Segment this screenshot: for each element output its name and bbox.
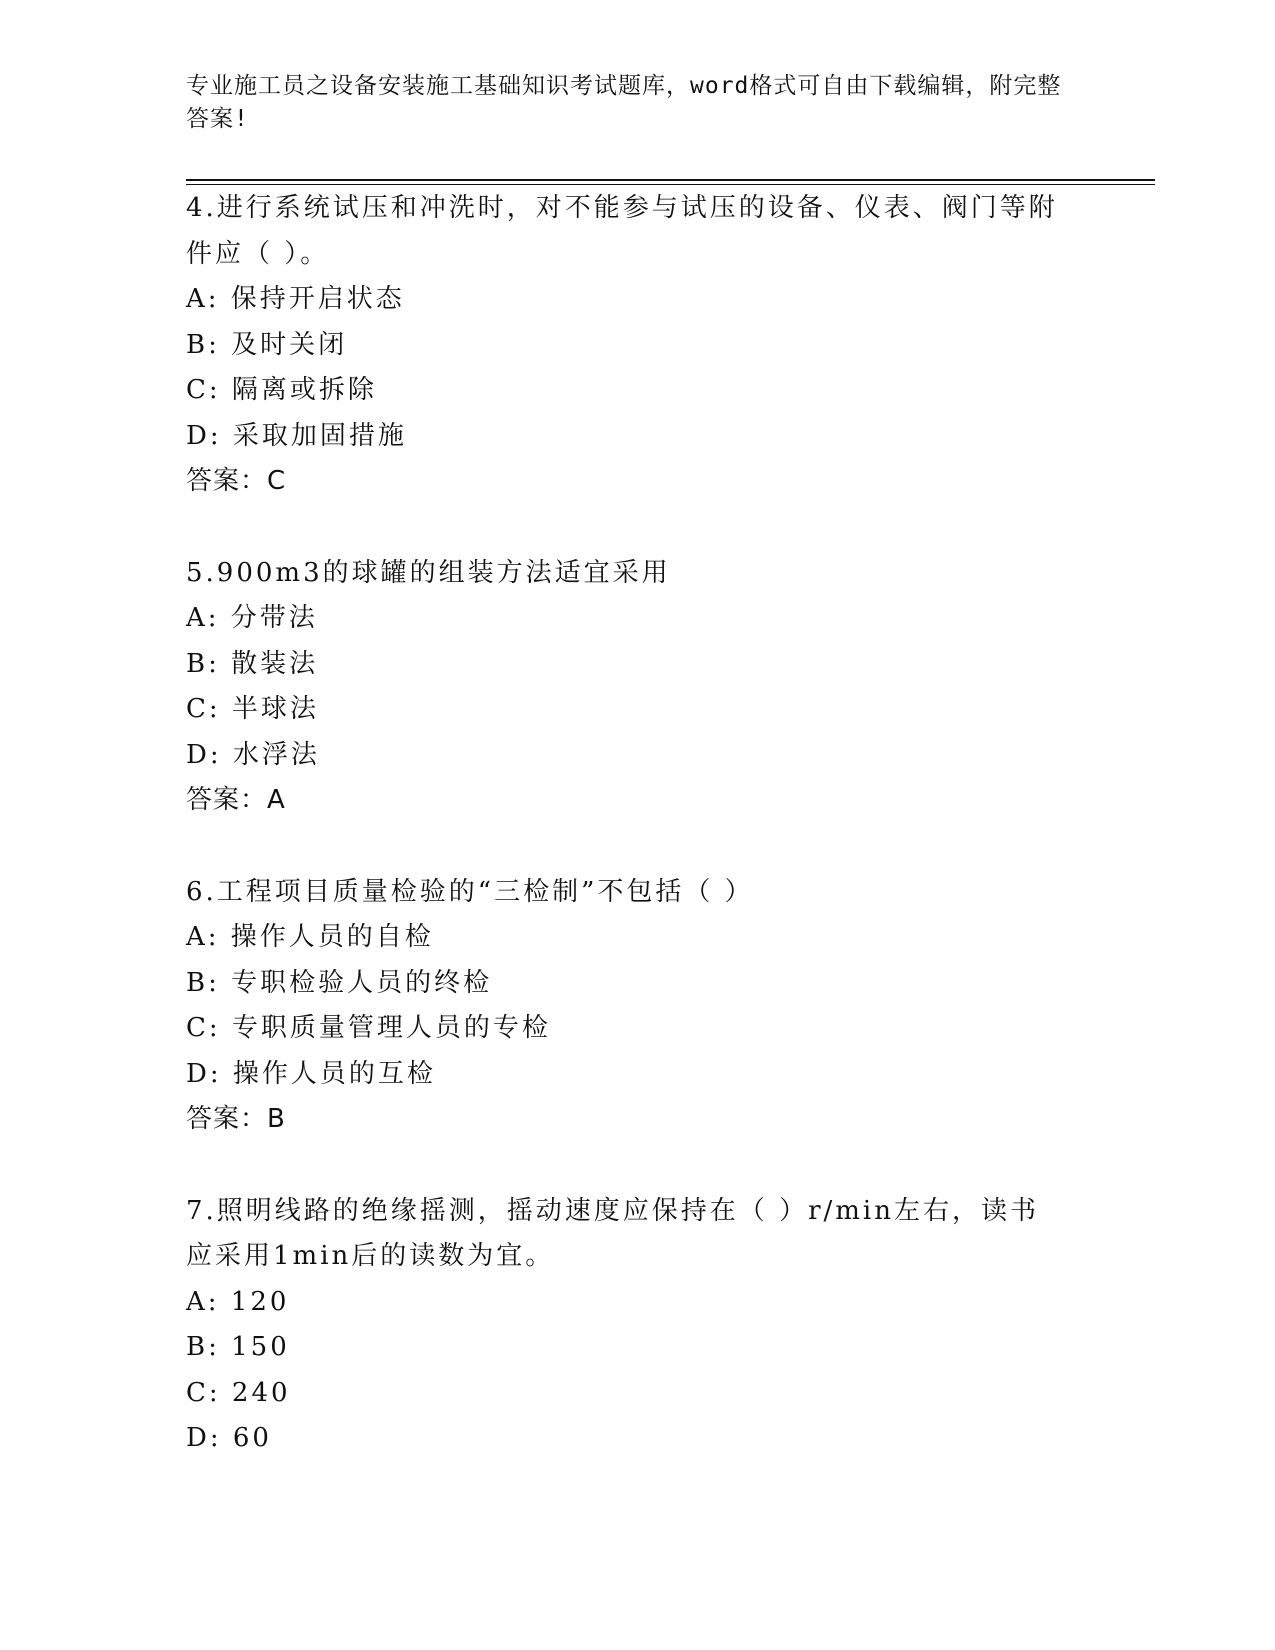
document-header: 专业施工员之设备安装施工基础知识考试题库，word格式可自由下载编辑，附完整答案!	[186, 73, 1062, 132]
option-a: A: 保持开启状态	[186, 284, 405, 314]
question-title: 7.照明线路的绝缘摇测，摇动速度应保持在（ ）r/min左右，读书应采用1min后的读数为宜。	[186, 1195, 1039, 1271]
question-5	[186, 551, 1086, 824]
option-b: B: 专职检验人员的终检	[186, 967, 493, 998]
option-d: D: 60	[186, 1423, 272, 1453]
option-c: C: 隔离或拆除	[186, 375, 377, 405]
question-4	[186, 186, 1086, 505]
question-title: 5.900m3的球罐的组装方法适宜采用	[186, 557, 671, 588]
option-c: C: 半球法	[186, 694, 319, 724]
answer-line: 答案：B	[186, 1104, 286, 1134]
question-title: 6.工程项目质量检验的“三检制”不包括（ ）	[186, 876, 754, 907]
option-b: B: 150	[186, 1332, 290, 1362]
option-d: D: 水浮法	[186, 739, 320, 770]
header-rule-thin	[186, 184, 1155, 185]
option-d: D: 操作人员的互检	[186, 1058, 436, 1089]
option-a: A: 120	[186, 1286, 290, 1317]
option-b: B: 散装法	[186, 648, 319, 679]
option-c: C: 240	[186, 1377, 291, 1408]
answer-line: 答案：A	[186, 785, 286, 815]
answer-line: 答案：C	[186, 466, 287, 496]
question-7	[186, 1189, 1086, 1462]
question-title: 4.进行系统试压和冲洗时，对不能参与试压的设备、仪表、阀门等附件应（ ）。	[186, 193, 1058, 269]
option-a: A: 操作人员的自检	[186, 922, 434, 952]
option-a: A: 分带法	[186, 603, 318, 633]
option-c: C: 专职质量管理人员的专检	[186, 1013, 551, 1043]
header-rule-thick	[186, 179, 1155, 181]
question-list	[186, 186, 1086, 1508]
question-6	[186, 870, 1086, 1143]
option-d: D: 采取加固措施	[186, 420, 407, 451]
option-b: B: 及时关闭	[186, 329, 348, 360]
